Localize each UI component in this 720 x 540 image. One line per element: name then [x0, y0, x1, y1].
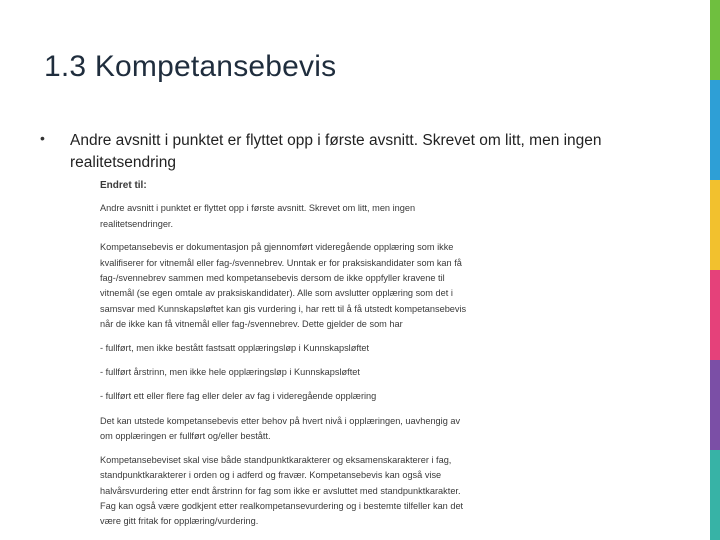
- strip-segment: [710, 0, 720, 80]
- excerpt-paragraph-1: Andre avsnitt i punktet er flyttet opp i første avsnitt. Skrevet om litt, men ingen realitetsendringer.: [100, 203, 416, 229]
- strip-segment: [710, 80, 720, 180]
- strip-segment: [710, 180, 720, 270]
- document-excerpt: [100, 178, 470, 538]
- excerpt-paragraph-2: Kompetansebevis er dokumentasjon på gjennomført videregående opplæring som ikke kvalifiserer for vitnemål eller fag-/svennebrev. Unntak er for praksiskandidater som kan få fag-/svennebrev sammen med kompetansebevis dersom de ikke oppfyller kravene til vitnemål (se egen omtale av praksiskandidater). Alle som avslutter opplæring som det i samsvar med Kunnskapsløftet kan gis vurdering i, har rett til å få utstedt kompetansebevis når de ikke kan få vitnemål eller fag-/svennebrev. Dette gjelder de som har: [100, 242, 467, 330]
- slide-title: 1.3 Kompetansebevis: [44, 50, 337, 83]
- strip-segment: [710, 450, 720, 540]
- excerpt-list-item: - fullført årstrinn, men ikke hele opplæringsløp i Kunnskapsløftet: [100, 367, 360, 378]
- strip-segment: [710, 270, 720, 360]
- bullet-text: Andre avsnitt i punktet er flyttet opp i første avsnitt. Skrevet om litt, men ingen realitetsendring: [70, 132, 602, 171]
- excerpt-list-item: - fullført, men ikke bestått fastsatt opplæringsløp i Kunnskapsløftet: [100, 342, 370, 353]
- decorative-color-strip: [710, 0, 720, 540]
- excerpt-paragraph-4: Kompetansebeviset skal vise både standpunktkarakterer og eksamenskarakterer i fag, standpunktkarakterer i orden og i adferd og fravær. Kompetansebevis kan også vise halvårsvurdering etter endt årstrinn for fag som ikke er avsluttet med standpunktkarakter. Fag kan også være godkjent etter realkompetansevurdering og i bestemte tilfeller kan det være gitt fritak for opplæring/vurdering.: [100, 454, 464, 527]
- strip-segment: [710, 360, 720, 450]
- excerpt-paragraph-3: Det kan utstede kompetansebevis etter behov på hvert nivå i opplæringen, uavhengig av om opplæringen er fullført og/eller bestått.: [100, 415, 461, 442]
- excerpt-list-item: - fullført ett eller flere fag eller deler av fag i videregående opplæring: [100, 391, 377, 402]
- bullet-marker: •: [40, 130, 45, 146]
- excerpt-heading: Endret til:: [100, 180, 147, 191]
